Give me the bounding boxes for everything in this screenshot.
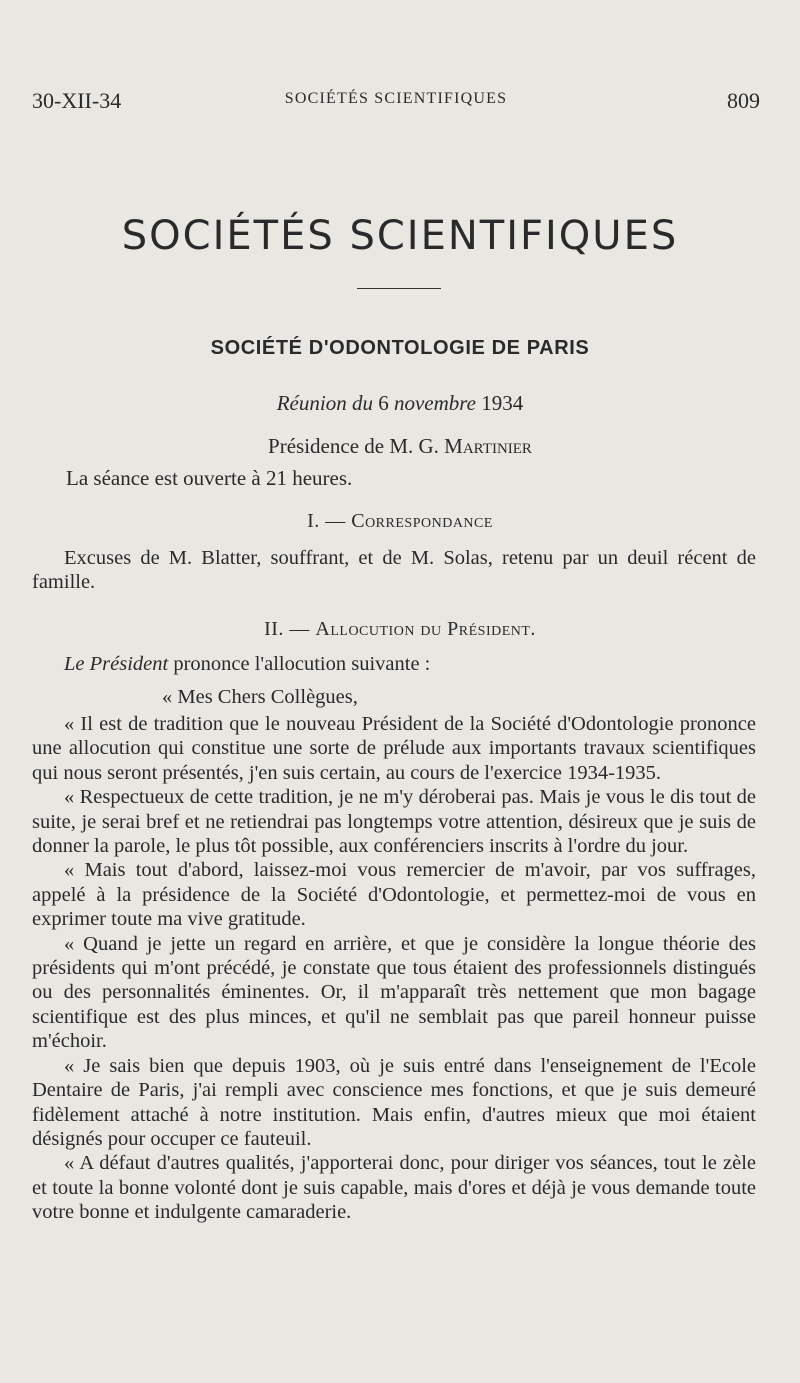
opening-line: La séance est ouverte à 21 heures. <box>66 466 353 490</box>
salutation: « Mes Chers Collègues, <box>162 686 358 708</box>
section-number: II. — <box>264 618 310 640</box>
correspondance-body <box>32 546 756 595</box>
address-intro <box>32 652 756 676</box>
page-number: 809 <box>727 88 760 113</box>
intro-rest: prononce l'allocution suivante : <box>173 653 431 675</box>
meeting-year: 1934 <box>481 391 524 415</box>
running-head-section: SOCIÉTÉS SCIENTIFIQUES <box>284 90 508 107</box>
section-title: Allocution du Président. <box>315 618 536 640</box>
issue-date: 30-XII-34 <box>32 88 122 113</box>
meeting-date <box>0 391 800 416</box>
presidency-line <box>0 434 800 459</box>
section-heading-correspondance <box>0 510 800 533</box>
paragraph: « Quand je jette un regard en arrière, et que je considère la longue théorie des présidents qui m'ont précédé, je constate que tous étaient des professionnels distingués ou des personnalités éminentes. Or, il m'apparaît très nettement que mon bagage scientifique est des plus minces, et qu'il ne semblait pas que pareil honneur puisse m'échoir. <box>32 932 756 1053</box>
intro-paragraph <box>32 652 756 676</box>
meeting-month: novembre <box>393 391 476 415</box>
title-divider <box>357 288 441 289</box>
page-title: SOCIÉTÉS SCIENTIFIQUES <box>121 213 679 259</box>
speaker: Le Président <box>64 653 169 675</box>
address-body <box>32 712 756 1225</box>
presidency-text: Présidence de M. G. <box>268 434 439 458</box>
section-number: I. — <box>307 510 346 532</box>
society-heading: SOCIÉTÉ D'ODONTOLOGIE DE PARIS <box>210 337 590 359</box>
section-title: Correspondance <box>351 510 493 532</box>
meeting-day: 6 <box>378 391 389 415</box>
paragraph: « Respectueux de cette tradition, je ne m'y déroberai pas. Mais je vous le dis tout de suite, je serai bref et ne retiendrai pas longtemps votre attention, désireux que je suis de donner la parole, le plus tôt possible, aux conférenciers inscrits à l'ordre du jour. <box>32 786 756 858</box>
paragraph: « A défaut d'autres qualités, j'apporterai donc, pour diriger vos séances, tout le zèle et toute la bonne volonté dont je suis capable, mais d'ores et déjà je vous demande toute votre bonne et indulgente camaraderie. <box>32 1152 756 1224</box>
section-heading-allocution <box>0 618 800 641</box>
running-head <box>32 88 760 118</box>
paragraph: « Mais tout d'abord, laissez-moi vous remercier de m'avoir, par vos suffrages, appelé à la présidence de la Société d'Odontologie, et permettez-moi de vous en exprimer toute ma vive gratitude. <box>32 859 756 931</box>
meeting-prefix: Réunion du <box>276 391 373 415</box>
paragraph: « Il est de tradition que le nouveau Président de la Société d'Odontologie prononce une allocution qui constitue une sorte de prélude aux importants travaux scientifiques qui nous seront présentés, j'en suis certain, au cours de l'exercice 1934-1935. <box>32 713 756 784</box>
paragraph: « Je sais bien que depuis 1903, où je suis entré dans l'enseignement de l'Ecole Dentaire de Paris, j'ai rempli avec conscience mes fonctions, et que je suis demeuré fidèlement attaché à notre institution. Mais enfin, d'autres mieux que moi étaient désignés pour occuper ce fauteuil. <box>32 1054 756 1150</box>
paragraph: Excuses de M. Blatter, souffrant, et de M. Solas, retenu par un deuil récent de famille. <box>32 547 756 594</box>
president-name: Martinier <box>444 434 532 458</box>
